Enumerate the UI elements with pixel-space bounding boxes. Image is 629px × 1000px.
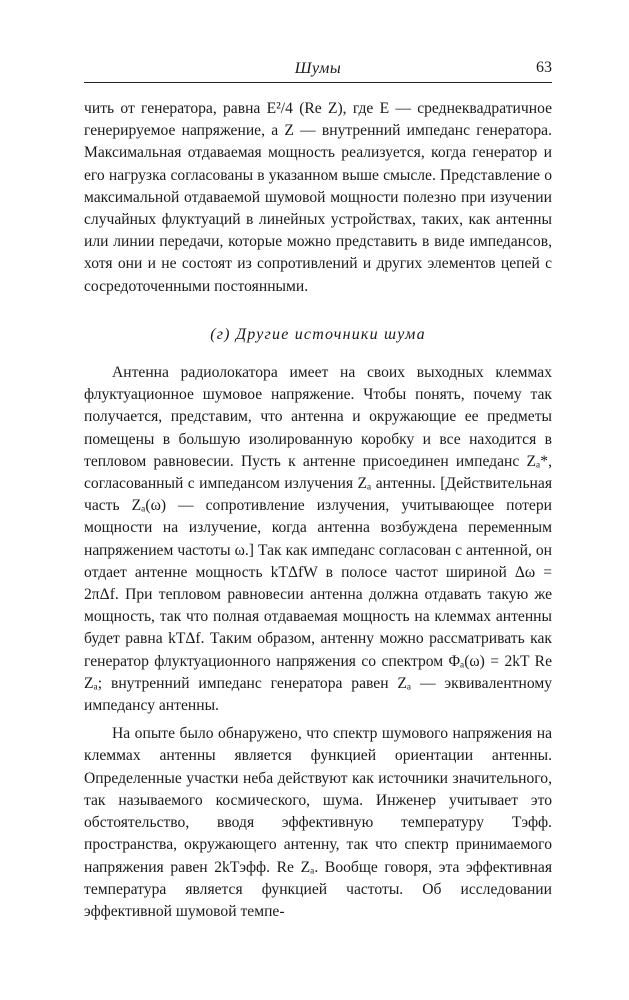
running-title: Шумы <box>294 60 342 77</box>
paragraph-continuation: чить от генератора, равна E²/4 (Re Z), где E — среднеквадратичное генерируемое напряжение, а Z — внутренний импеданс генератора. Максимальная отдаваемая мощность реализуется, когда генератор и его нагрузка согласованы в указанном выше смысле. Представление о максимальной отдаваемой шумовой мощности полезно при изучении случайных флуктуаций в линейных устройствах, таких, как антенны или линии передачи, которые можно представить в виде импедансов, хотя они и не состоят из сопротивлений и других элементов цепей с сосредоточенными постоянными. <box>84 100 552 295</box>
paragraph-effective-temperature: На опыте было обнаружено, что спектр шумового напряжения на клеммах антенны является функцией ориентации антенны. Определенные участки неба действуют как источники значительного, так называемого космического, шума. Инженер учитывает это обстоятельство, вводя эффективную температуру Tэфф. пространства, окружающего антенну, так что спектр принимаемого напряжения равен 2kTэфф. Re Zₐ. Вообще говоря, эта эффективная температура является функцией частоты. Об исследовании эффективной шумовой темпе- <box>84 725 552 920</box>
page-number: 63 <box>536 59 552 76</box>
running-header <box>84 58 552 83</box>
section-heading: (г) Другие источники шума <box>210 325 426 343</box>
paragraph-antenna-noise: Антенна радиолокатора имеет на своих выходных клеммах флуктуационное шумовое напряжение. Чтобы понять, почему так получается, представим, что антенна и окружающие ее предметы помещены в большую изолированную коробку и все находится в тепловом равновесии. Пусть к антенне присоединен импеданс Zₐ*, согласованный с импедансом излучения Zₐ антенны. [Действительная часть Zₐ(ω) — сопротивление излучения, учитывающее потери мощности на излучение, когда антенна возбуждена переменным напряжением частоты ω.] Так как импеданс согласован с антенной, он отдает антенне мощность kTΔfW в полосе частот шириной Δω = 2πΔf. При тепловом равновесии антенна должна отдавать такую же мощность, так что полная отдаваемая мощность на клеммах антенны будет равна kTΔf. Таким образом, антенну можно рассматривать как генератор флуктуационного напряжения со спектром Φₐ(ω) = 2kT Re Zₐ; внутренний импеданс генератора равен Zₐ — эквивалентному импедансу антенны. <box>84 364 552 715</box>
page-body <box>84 98 552 923</box>
